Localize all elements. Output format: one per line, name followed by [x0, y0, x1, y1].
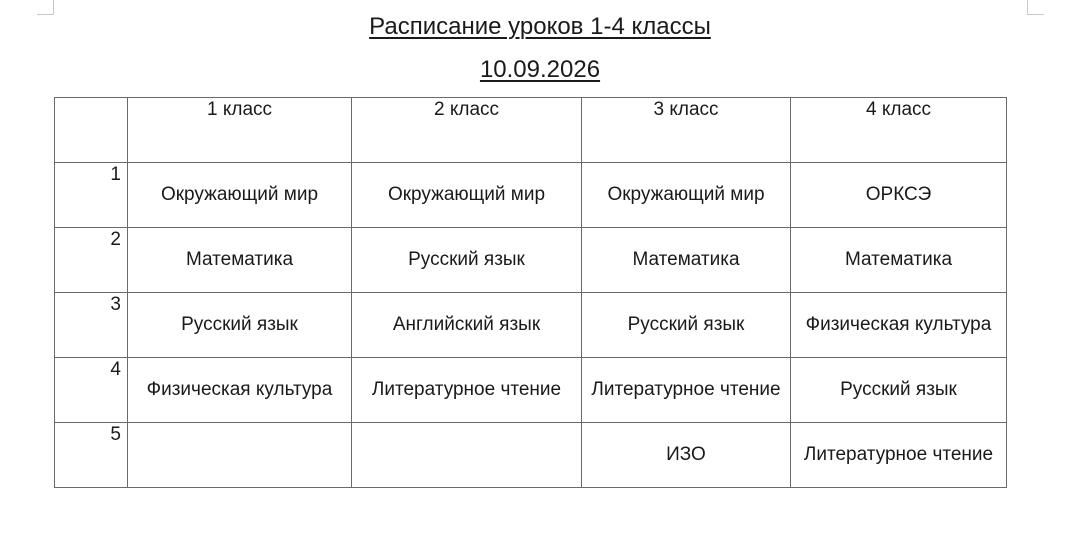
table-cell: Математика	[128, 228, 352, 293]
table-cell: Русский язык	[791, 358, 1007, 423]
table-cell: Физическая культура	[791, 293, 1007, 358]
header-row	[55, 98, 1007, 163]
table-cell: ОРКСЭ	[791, 163, 1007, 228]
table-cell: Физическая культура	[128, 358, 352, 423]
table-cell: Русский язык	[582, 293, 791, 358]
table-row	[55, 293, 1007, 358]
header-cell-corner	[55, 98, 128, 163]
document-date: 10.09.2026	[479, 56, 601, 83]
document-title: Расписание уроков 1-4 классы	[369, 13, 711, 40]
lesson-number: 5	[55, 423, 128, 488]
table-row	[55, 163, 1007, 228]
table-cell: Окружающий мир	[128, 163, 352, 228]
table-cell: Английский язык	[352, 293, 582, 358]
table-row	[55, 423, 1007, 488]
table-cell: Литературное чтение	[352, 358, 582, 423]
lesson-number: 2	[55, 228, 128, 293]
lesson-number: 4	[55, 358, 128, 423]
lesson-number: 1	[55, 163, 128, 228]
table-cell	[352, 423, 582, 488]
lesson-number: 3	[55, 293, 128, 358]
table-cell: ИЗО	[582, 423, 791, 488]
table-row	[55, 358, 1007, 423]
schedule-table	[54, 97, 1007, 488]
header-cell-class-2: 2 класс	[352, 98, 582, 163]
table-cell: Математика	[582, 228, 791, 293]
header-cell-class-4: 4 класс	[791, 98, 1007, 163]
table-row	[55, 228, 1007, 293]
table-cell	[128, 423, 352, 488]
header-cell-class-1: 1 класс	[128, 98, 352, 163]
table-cell: Математика	[791, 228, 1007, 293]
table-cell: Русский язык	[128, 293, 352, 358]
table-cell: Окружающий мир	[352, 163, 582, 228]
table-cell: Окружающий мир	[582, 163, 791, 228]
table-cell: Русский язык	[352, 228, 582, 293]
table-cell: Литературное чтение	[582, 358, 791, 423]
table-cell: Литературное чтение	[791, 423, 1007, 488]
header-cell-class-3: 3 класс	[582, 98, 791, 163]
